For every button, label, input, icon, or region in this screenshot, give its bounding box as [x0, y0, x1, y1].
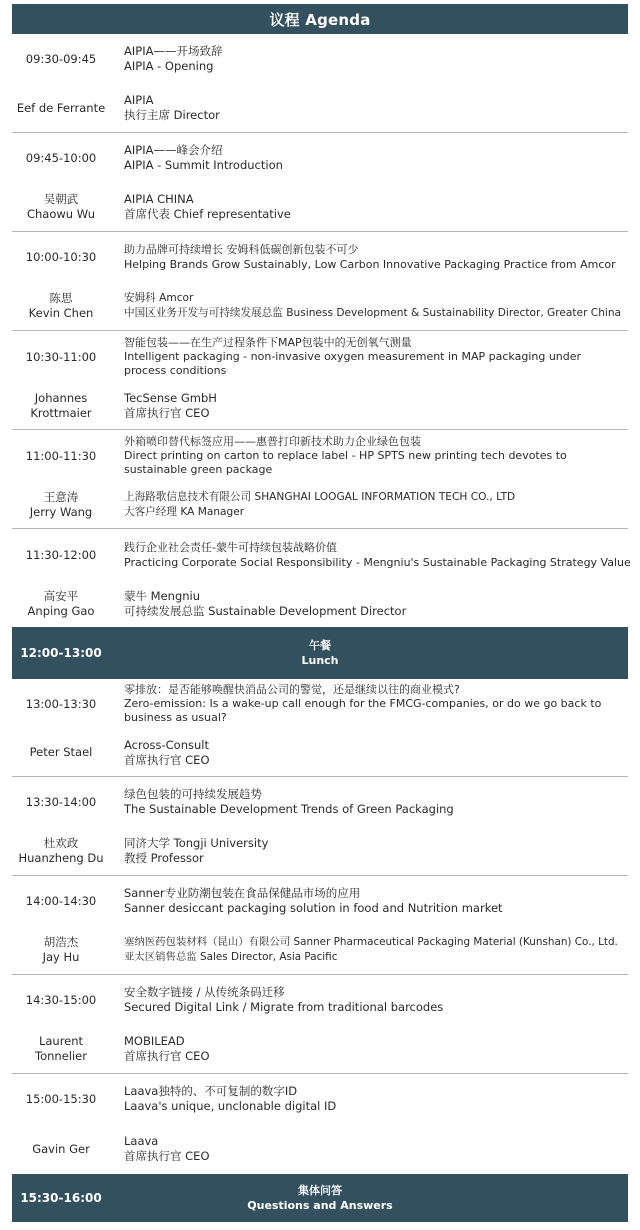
session-topic: 助力品牌可持续增长 安姆科低碳创新包装不可少 Helping Brands Grow Sustainably, Low Carbon Innovative Packaging Practice from Amcor [124, 243, 616, 271]
session-topic: 零排放：是否能够唤醒快消品公司的警觉，还是继续以往的商业模式? Zero-emission: Is a wake-up call enough for the FMCG-companies, or do we go back to business as usual? [124, 683, 602, 724]
session-time: 14:00-14:30 [25, 893, 97, 908]
session-topic: Laava独特的、不可复制的数字ID Laava's unique, unclonable digital ID [124, 1084, 337, 1113]
session-topic: 践行企业社会责任-蒙牛可持续包装战略价值 Practicing Corporate Social Responsibility - Mengniu's Sustainable Packaging Strategy Value [124, 541, 631, 569]
agenda-session [12, 975, 628, 1074]
break-time: 15:30-16:00 [20, 1191, 102, 1205]
session-organization: 塞纳医药包装材料（昆山）有限公司 Sanner Pharmaceutical Packaging Material (Kunshan) Co., Ltd. 亚太区销售总监 Sales Director, Asia Pacific [124, 936, 618, 963]
session-organization: 蒙牛 Mengniu 可持续发展总监 Sustainable Development Director [124, 589, 407, 618]
session-organization: 上海路歌信息技术有限公司 SHANGHAI LOOGAL INFORMATION TECH CO., LTD 大客户经理 KA Manager [124, 491, 516, 518]
session-speaker: 陈思 Kevin Chen [28, 291, 94, 320]
session-organization: AIPIA 执行主席 Director [124, 93, 220, 122]
session-time: 09:45-10:00 [25, 150, 97, 165]
session-speaker: Johannes Krottmaier [30, 391, 92, 420]
session-time: 09:30-09:45 [25, 51, 97, 66]
agenda-session [12, 1074, 628, 1174]
session-time: 13:30-14:00 [25, 794, 97, 809]
session-speaker: Gavin Ger [32, 1141, 90, 1156]
session-organization: Across-Consult 首席执行官 CEO [124, 737, 210, 767]
session-organization: AIPIA CHINA 首席代表 Chief representative [124, 192, 291, 221]
session-time: 11:30-12:00 [25, 547, 97, 562]
session-topic: 安全数字链接 / 从传统条码迁移 Secured Digital Link / Migrate from traditional barcodes [124, 985, 444, 1014]
session-organization: Laava 首席执行官 CEO [124, 1134, 210, 1163]
break-title: 午餐 Lunch [301, 639, 339, 667]
session-organization: 安姆科 Amcor 中国区业务开发与可持续发展总监 Business Development & Sustainability Director, Greater China [124, 292, 622, 319]
session-speaker: 吴朝武 Chaowu Wu [26, 192, 95, 221]
session-time: 15:00-15:30 [25, 1091, 97, 1106]
session-time: 10:00-10:30 [25, 249, 97, 264]
session-time: 10:30-11:00 [25, 349, 97, 364]
agenda-session [12, 331, 628, 430]
session-speaker: Eef de Ferrante [16, 100, 106, 115]
session-organization: TecSense GmbH 首席执行官 CEO [124, 391, 217, 420]
session-speaker: 胡浩杰 Jay Hu [42, 935, 80, 964]
agenda-session [12, 876, 628, 975]
session-organization: 同济大学 Tongji University 教授 Professor [124, 836, 269, 865]
agenda-session [12, 133, 628, 232]
lunch-break [12, 627, 628, 679]
session-speaker: Peter Stael [29, 745, 93, 759]
agenda-session [12, 430, 628, 529]
session-organization: MOBILEAD 首席执行官 CEO [124, 1034, 210, 1063]
session-time: 13:00-13:30 [25, 696, 97, 711]
session-topic: Sanner专业防潮包装在食品保健品市场的应用 Sanner desiccant packaging solution in food and Nutrition market [124, 886, 503, 915]
agenda-table [12, 4, 631, 1226]
session-topic: AIPIA——开场致辞 AIPIA - Opening [124, 44, 223, 73]
session-time: 14:30-15:00 [25, 992, 97, 1007]
agenda-session [12, 529, 631, 627]
session-time: 11:00-11:30 [25, 448, 97, 463]
agenda-session [12, 34, 628, 133]
agenda-session [12, 777, 628, 876]
session-speaker: 杜欢政 Huanzheng Du [18, 836, 104, 865]
session-topic: 外箱喷印替代标签应用——惠普打印新技术助力企业绿色包装 Direct printing on carton to replace label - HP SPTS new printing tech devotes to sustainable green package [124, 435, 567, 476]
qa-session [12, 1174, 628, 1222]
session-topic: 智能包装——在生产过程条件下MAP包装中的无创氧气测量 Intelligent packaging - non-invasive oxygen measurement in MAP packaging under process conditions [124, 336, 582, 377]
session-speaker: 王意涛 Jerry Wang [29, 490, 93, 519]
session-speaker: 高安平 Anping Gao [27, 589, 95, 618]
session-topic: 绿色包装的可持续发展趋势 The Sustainable Development Trends of Green Packaging [124, 787, 454, 816]
agenda-title: 议程 Agenda [269, 10, 371, 29]
agenda-session [12, 232, 628, 331]
break-title: 集体问答 Questions and Answers [247, 1184, 393, 1212]
agenda-header [12, 4, 628, 34]
break-time: 12:00-13:00 [20, 646, 102, 660]
agenda-session [12, 679, 628, 777]
session-topic: AIPIA——峰会介绍 AIPIA - Summit Introduction [124, 143, 283, 172]
session-speaker: Laurent Tonnelier [35, 1034, 87, 1063]
